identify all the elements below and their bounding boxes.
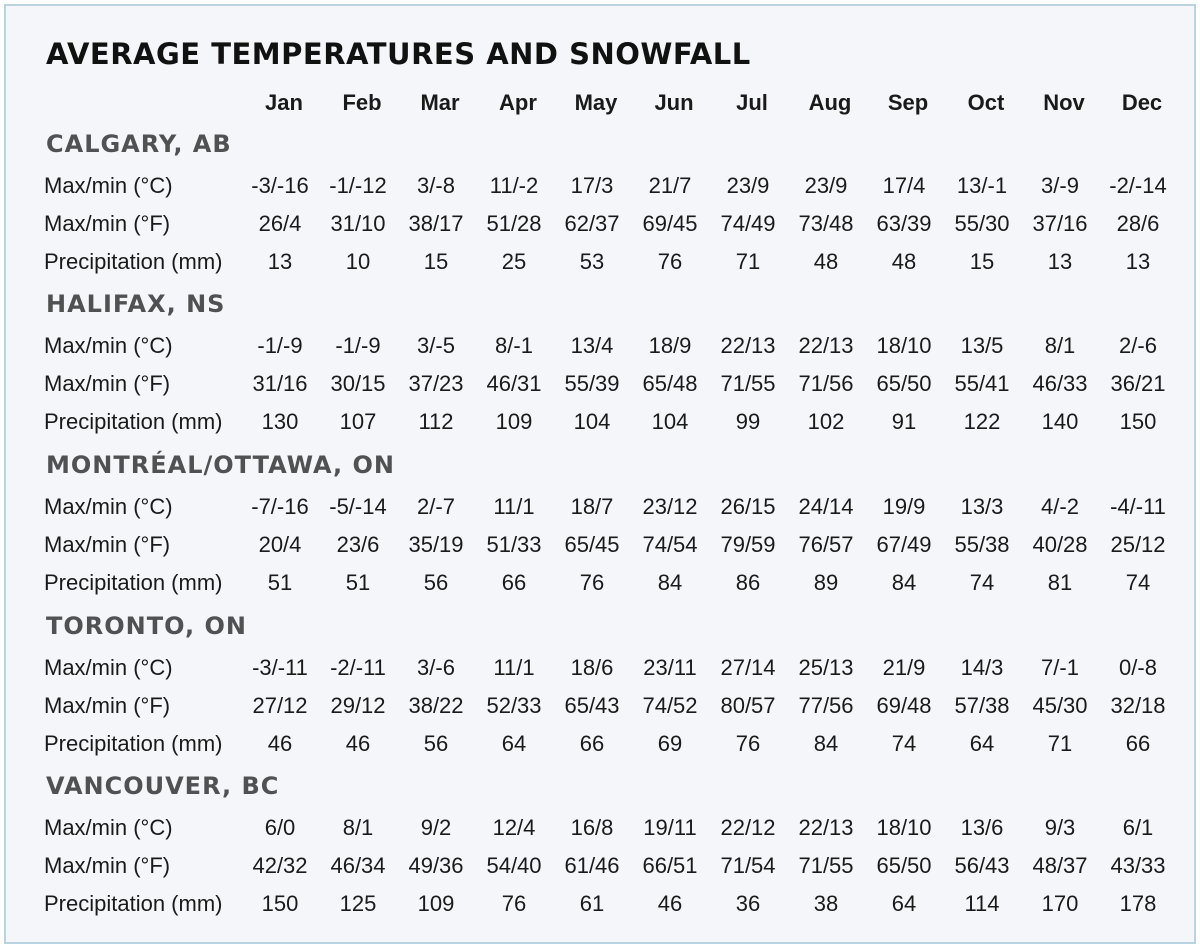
row-label: Max/min (°C): [44, 173, 173, 198]
table-cell: -2/-14: [1109, 173, 1167, 198]
table-cell: 67/49: [876, 532, 932, 557]
table-cell: 30/15: [330, 371, 386, 396]
table-cell: 81: [1047, 570, 1073, 595]
month-header: May: [574, 90, 618, 115]
table-row: [6, 492, 1194, 522]
table-cell: 69/48: [876, 693, 932, 718]
table-cell: 40/28: [1032, 532, 1088, 557]
table-cell: 69: [657, 731, 683, 756]
row-label: Precipitation (mm): [44, 249, 223, 274]
table-cell: -1/-9: [257, 333, 303, 358]
table-cell: 18/7: [570, 494, 614, 519]
table-cell: 55/38: [954, 532, 1010, 557]
table-cell: 61/46: [564, 853, 620, 878]
table-cell: 73/48: [798, 211, 854, 236]
table-cell: -7/-16: [251, 494, 309, 519]
table-cell: 31/16: [252, 371, 308, 396]
table-cell: 65/48: [642, 371, 698, 396]
table-cell: 11/-2: [489, 173, 539, 198]
table-cell: 76: [501, 891, 527, 916]
table-cell: -4/-11: [1110, 494, 1166, 519]
table-cell: 6/1: [1122, 815, 1154, 840]
table-cell: 25/13: [798, 655, 854, 680]
table-cell: 69/45: [642, 211, 698, 236]
table-cell: 46/34: [330, 853, 386, 878]
table-cell: 17/3: [570, 173, 614, 198]
row-label: Precipitation (mm): [44, 570, 223, 595]
row-label: Max/min (°C): [44, 655, 173, 680]
table-cell: 37/23: [408, 371, 464, 396]
table-cell: 66: [579, 731, 605, 756]
table-cell: 28/6: [1116, 211, 1160, 236]
table-cell: 3/-9: [1041, 173, 1079, 198]
table-cell: 66: [501, 570, 527, 595]
table-row: [6, 209, 1194, 239]
table-cell: 64: [891, 891, 917, 916]
table-cell: 74/52: [642, 693, 698, 718]
row-label: Max/min (°F): [44, 853, 171, 878]
table-cell: 65/50: [876, 853, 932, 878]
table-cell: 26/4: [258, 211, 302, 236]
row-label: Max/min (°F): [44, 532, 171, 557]
city-heading: MONTRÉAL/OTTAWA, ON: [46, 451, 395, 479]
table-row: [6, 653, 1194, 683]
month-header: Aug: [808, 90, 852, 115]
table-cell: 46: [657, 891, 683, 916]
table-cell: 86: [735, 570, 761, 595]
table-cell: 170: [1041, 891, 1079, 916]
table-cell: 32/18: [1110, 693, 1166, 718]
table-cell: 107: [339, 409, 377, 434]
table-cell: 43/33: [1110, 853, 1166, 878]
table-title: AVERAGE TEMPERATURES AND SNOWFALL: [46, 37, 751, 71]
table-cell: 76: [657, 249, 683, 274]
table-cell: 22/13: [798, 333, 854, 358]
table-cell: 10: [345, 249, 371, 274]
table-cell: 48: [891, 249, 917, 274]
table-row: [6, 889, 1194, 919]
table-cell: 57/38: [954, 693, 1010, 718]
table-cell: 71/54: [720, 853, 776, 878]
table-cell: 23/6: [336, 532, 380, 557]
table-cell: 51/28: [486, 211, 542, 236]
table-cell: 76: [735, 731, 761, 756]
month-header: Feb: [342, 90, 382, 115]
table-cell: 55/41: [954, 371, 1010, 396]
city-heading: VANCOUVER, BC: [46, 772, 280, 800]
table-cell: 74: [1125, 570, 1151, 595]
month-header: Jan: [265, 90, 303, 115]
table-cell: 18/10: [876, 333, 932, 358]
table-cell: 66/51: [642, 853, 698, 878]
table-cell: 84: [657, 570, 683, 595]
table-cell: 74: [891, 731, 917, 756]
table-cell: 11/1: [493, 655, 535, 680]
table-cell: 62/37: [564, 211, 620, 236]
table-cell: 17/4: [882, 173, 926, 198]
table-cell: 79/59: [720, 532, 776, 557]
table-cell: 71: [1047, 731, 1073, 756]
table-cell: 8/1: [1044, 333, 1076, 358]
table-cell: 13/3: [960, 494, 1004, 519]
table-cell: 125: [339, 891, 377, 916]
table-cell: -5/-14: [329, 494, 387, 519]
table-cell: 84: [813, 731, 839, 756]
city-heading: TORONTO, ON: [46, 612, 247, 640]
table-cell: 21/7: [648, 173, 692, 198]
table-cell: 102: [807, 409, 845, 434]
table-cell: 46: [267, 731, 293, 756]
table-cell: 71/56: [798, 371, 854, 396]
month-header: Jul: [736, 90, 768, 115]
table-cell: 74/49: [720, 211, 776, 236]
table-cell: 11/1: [493, 494, 535, 519]
table-cell: 104: [651, 409, 689, 434]
table-cell: 15: [423, 249, 449, 274]
table-cell: 26/15: [720, 494, 776, 519]
table-cell: 3/-5: [417, 333, 455, 358]
table-cell: -3/-16: [251, 173, 309, 198]
table-cell: 24/14: [798, 494, 854, 519]
table-cell: 46/33: [1032, 371, 1088, 396]
table-cell: 3/-8: [417, 173, 455, 198]
table-cell: 46: [345, 731, 371, 756]
table-cell: 25: [501, 249, 527, 274]
table-cell: 14/3: [960, 655, 1004, 680]
table-cell: 7/-1: [1041, 655, 1079, 680]
table-cell: 19/9: [882, 494, 926, 519]
table-cell: 109: [417, 891, 455, 916]
table-cell: 9/3: [1044, 815, 1076, 840]
table-cell: 25/12: [1110, 532, 1166, 557]
table-cell: 2/-7: [417, 494, 455, 519]
table-cell: 65/50: [876, 371, 932, 396]
table-cell: 15: [969, 249, 995, 274]
table-cell: 49/36: [408, 853, 464, 878]
table-row: [6, 691, 1194, 721]
table-cell: 150: [261, 891, 299, 916]
table-cell: 76/57: [798, 532, 854, 557]
row-label: Max/min (°F): [44, 371, 171, 396]
row-label: Precipitation (mm): [44, 731, 223, 756]
table-cell: 29/12: [330, 693, 386, 718]
table-cell: 38/17: [408, 211, 464, 236]
city-heading: CALGARY, AB: [46, 130, 232, 158]
table-cell: 122: [963, 409, 1001, 434]
table-cell: 22/13: [798, 815, 854, 840]
month-header: Mar: [420, 90, 460, 115]
table-cell: 4/-2: [1041, 494, 1079, 519]
table-cell: 13: [1047, 249, 1073, 274]
table-cell: 16/8: [570, 815, 614, 840]
table-cell: 23/9: [804, 173, 848, 198]
table-cell: 77/56: [798, 693, 854, 718]
table-cell: 178: [1119, 891, 1157, 916]
table-cell: 56: [423, 570, 449, 595]
table-cell: 71: [735, 249, 761, 274]
table-row: [6, 369, 1194, 399]
table-cell: -1/-12: [329, 173, 387, 198]
table-row: [6, 813, 1194, 843]
month-header: Apr: [499, 90, 537, 115]
table-cell: 13/6: [960, 815, 1004, 840]
table-cell: 76: [579, 570, 605, 595]
table-cell: 104: [573, 409, 611, 434]
city-heading: HALIFAX, NS: [46, 290, 226, 318]
table-cell: 2/-6: [1119, 333, 1157, 358]
table-cell: 51: [345, 570, 371, 595]
table-cell: 63/39: [876, 211, 932, 236]
table-cell: -3/-11: [252, 655, 308, 680]
table-cell: 130: [261, 409, 299, 434]
month-header: Jun: [654, 90, 694, 115]
table-cell: 13/-1: [956, 173, 1008, 198]
table-cell: 80/57: [720, 693, 776, 718]
table-cell: 19/11: [643, 815, 697, 840]
table-row: [6, 568, 1194, 598]
table-cell: 27/12: [252, 693, 308, 718]
table-cell: 13: [267, 249, 293, 274]
month-header: Nov: [1043, 90, 1085, 115]
table-cell: 56/43: [954, 853, 1010, 878]
table-cell: 22/13: [720, 333, 776, 358]
table-cell: 99: [735, 409, 761, 434]
month-header: Oct: [967, 90, 1005, 115]
table-cell: 55/39: [564, 371, 620, 396]
table-cell: 13/5: [960, 333, 1004, 358]
table-cell: 71/55: [798, 853, 854, 878]
month-header: Dec: [1121, 90, 1163, 115]
table-cell: 51: [267, 570, 293, 595]
table-cell: 112: [418, 409, 454, 434]
table-row: [6, 729, 1194, 759]
table-cell: 9/2: [420, 815, 452, 840]
table-cell: 38/22: [408, 693, 464, 718]
table-cell: 37/16: [1032, 211, 1088, 236]
table-cell: 18/9: [648, 333, 692, 358]
row-label: Precipitation (mm): [44, 891, 223, 916]
table-cell: 23/11: [643, 655, 697, 680]
table-cell: 114: [964, 891, 1000, 916]
table-cell: -1/-9: [335, 333, 381, 358]
table-cell: 89: [813, 570, 839, 595]
table-cell: 8/-1: [495, 333, 533, 358]
table-cell: 48: [813, 249, 839, 274]
table-cell: -2/-11: [330, 655, 386, 680]
table-cell: 52/33: [486, 693, 542, 718]
row-label: Precipitation (mm): [44, 409, 223, 434]
table-cell: 6/0: [264, 815, 296, 840]
table-cell: 64: [501, 731, 527, 756]
row-label: Max/min (°F): [44, 693, 171, 718]
table-cell: 46/31: [486, 371, 542, 396]
table-cell: 21/9: [882, 655, 926, 680]
table-cell: 48/37: [1032, 853, 1088, 878]
table-cell: 65/43: [564, 693, 620, 718]
row-label: Max/min (°C): [44, 815, 173, 840]
table-row: [6, 530, 1194, 560]
table-cell: 55/30: [954, 211, 1010, 236]
table-cell: 8/1: [342, 815, 374, 840]
table-cell: 12/4: [492, 815, 536, 840]
table-row: [6, 331, 1194, 361]
row-label: Max/min (°C): [44, 494, 173, 519]
row-label: Max/min (°F): [44, 211, 171, 236]
table-cell: 71/55: [720, 371, 776, 396]
table-cell: 38: [813, 891, 839, 916]
table-cell: 53: [579, 249, 605, 274]
table-cell: 0/-8: [1119, 655, 1157, 680]
table-cell: 140: [1041, 409, 1079, 434]
row-label: Max/min (°C): [44, 333, 173, 358]
table-cell: 18/6: [570, 655, 614, 680]
table-cell: 23/12: [642, 494, 698, 519]
table-cell: 31/10: [330, 211, 386, 236]
table-cell: 27/14: [720, 655, 776, 680]
table-cell: 56: [423, 731, 449, 756]
table-cell: 54/40: [486, 853, 542, 878]
table-row: [6, 851, 1194, 881]
table-cell: 35/19: [408, 532, 464, 557]
table-cell: 65/45: [564, 532, 620, 557]
table-cell: 3/-6: [417, 655, 455, 680]
climate-table-panel: [4, 4, 1196, 944]
table-cell: 22/12: [720, 815, 776, 840]
table-cell: 66: [1125, 731, 1151, 756]
table-row: [6, 171, 1194, 201]
table-cell: 13: [1125, 249, 1151, 274]
table-cell: 42/32: [252, 853, 308, 878]
table-cell: 51/33: [486, 532, 542, 557]
table-cell: 18/10: [876, 815, 932, 840]
table-cell: 74: [969, 570, 995, 595]
table-cell: 23/9: [726, 173, 770, 198]
table-cell: 150: [1119, 409, 1157, 434]
table-cell: 20/4: [258, 532, 302, 557]
table-cell: 36: [735, 891, 761, 916]
table-cell: 13/4: [570, 333, 614, 358]
table-cell: 45/30: [1032, 693, 1088, 718]
table-cell: 91: [891, 409, 917, 434]
table-cell: 84: [891, 570, 917, 595]
table-cell: 61: [579, 891, 605, 916]
table-cell: 64: [969, 731, 995, 756]
table-cell: 74/54: [642, 532, 698, 557]
table-cell: 36/21: [1110, 371, 1166, 396]
month-header: Sep: [887, 90, 929, 115]
table-cell: 109: [495, 409, 533, 434]
table-row: [6, 247, 1194, 277]
table-row: [6, 407, 1194, 437]
